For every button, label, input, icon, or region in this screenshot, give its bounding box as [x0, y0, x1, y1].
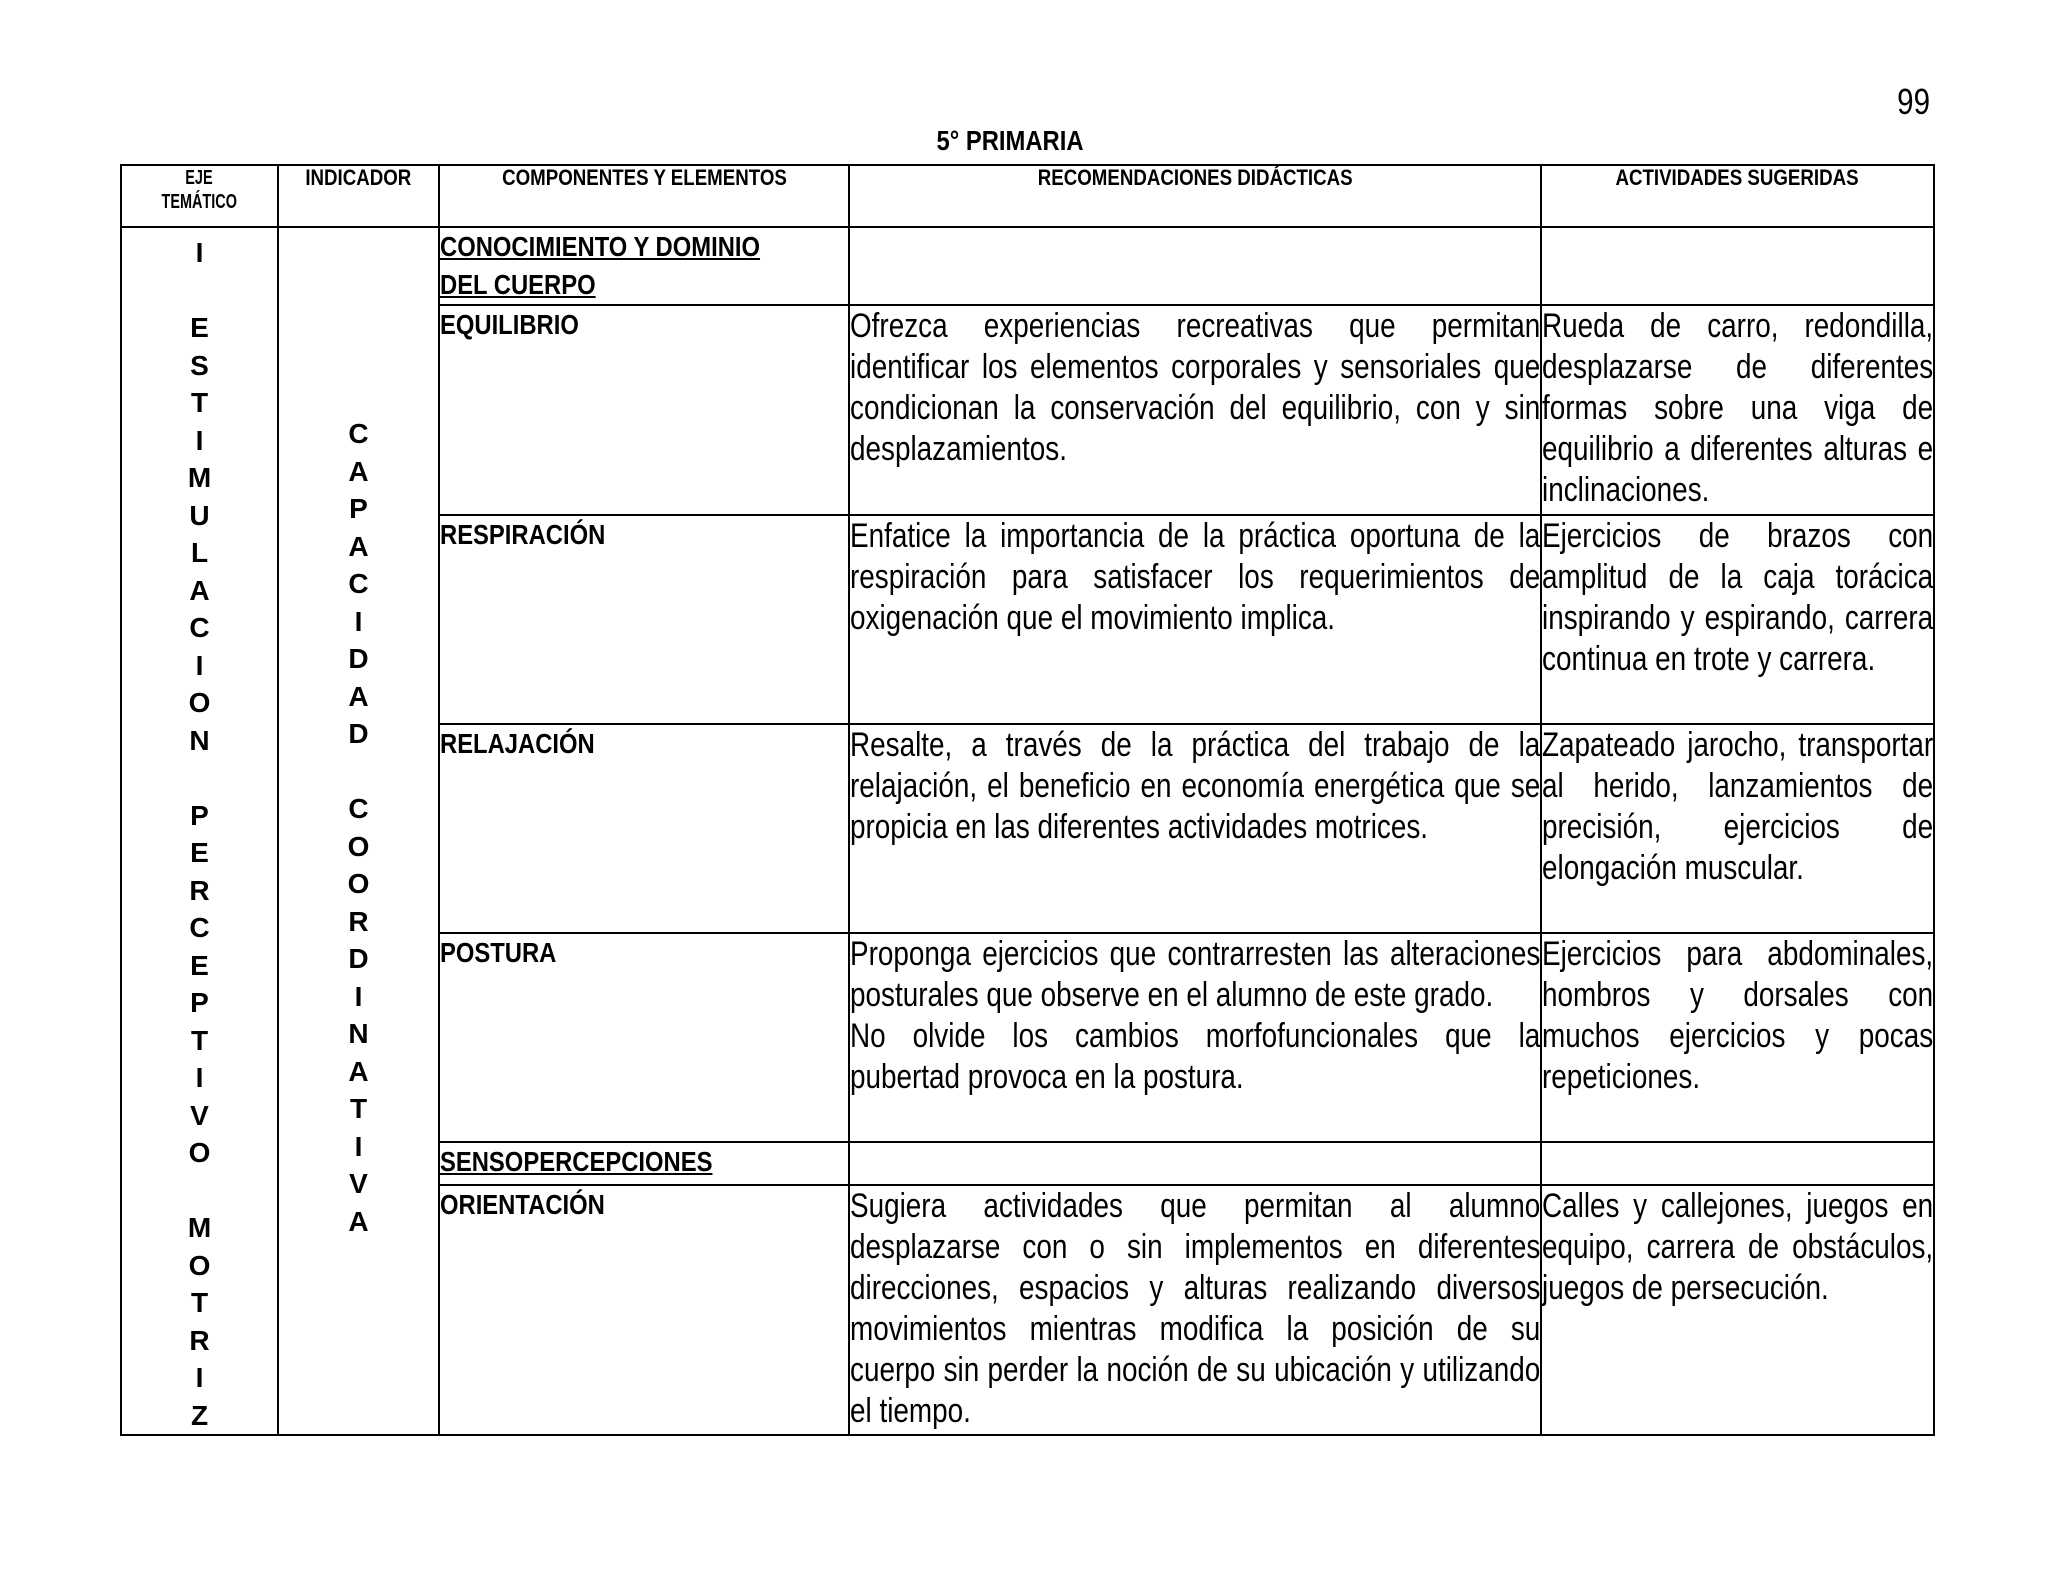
recomendacion-paragraph: Proponga ejercicios que contrarresten las alteraciones posturales que observe en el alumno de este grado.: [850, 935, 1541, 1015]
eje-tematico-letter: O: [188, 1249, 211, 1281]
indicador-letter: [344, 753, 374, 791]
componente-cell: RESPIRACIÓN: [439, 515, 849, 724]
actividades-cell: Ejercicios para abdominales, hombros y dorsales con muchos ejercicios y pocas repeticiones.: [1541, 933, 1934, 1142]
header-componentes: COMPONENTES Y ELEMENTOS: [439, 165, 849, 227]
indicador-vertical-text: [279, 228, 438, 1240]
eje-tematico-letter: M: [187, 1212, 212, 1243]
section-heading-cell: [439, 227, 849, 305]
eje-tematico-letter: S: [190, 349, 209, 381]
empty-cell: [1541, 227, 1934, 305]
eje-tematico-letter: O: [188, 1137, 211, 1168]
section-heading-conocimiento: CONOCIMIENTO Y DOMINIO DEL CUERPO: [440, 231, 761, 300]
indicador-letter: A: [348, 530, 369, 562]
header-actividades: ACTIVIDADES SUGERIDAS: [1541, 165, 1934, 227]
eje-tematico-letter: E: [190, 949, 209, 981]
indicador-letter: V: [349, 1168, 368, 1199]
indicador-letter: D: [348, 943, 369, 974]
actividades-cell: Calles y callejones, juegos en equipo, carrera de obstáculos, juegos de persecución.: [1541, 1185, 1934, 1436]
indicador-letter: A: [348, 1055, 369, 1087]
eje-tematico-letter: A: [189, 574, 210, 606]
actividades-cell: Rueda de carro, redondilla, desplazarse de diferentes formas sobre una viga de equilibrio a diferentes alturas e inclinaciones.: [1541, 305, 1934, 514]
actividades-cell: Zapateado jarocho, transportar al herido, lanzamientos de precisión, ejercicios de elongación muscular.: [1541, 724, 1934, 933]
eje-tematico-vertical-text: [122, 228, 277, 1434]
header-eje-tematico: [121, 165, 278, 227]
eje-tematico-letter: T: [190, 1024, 209, 1056]
indicador-letter: I: [354, 1130, 363, 1162]
indicador-letter: R: [348, 905, 369, 937]
eje-tematico-letter: I: [195, 424, 204, 456]
eje-tematico-cell: [121, 227, 278, 1435]
componente-cell: ORIENTACIÓN: [439, 1185, 849, 1436]
componente-cell: RELAJACIÓN: [439, 724, 849, 933]
indicador-letter: I: [354, 980, 363, 1012]
recomendacion-cell: Sugiera actividades que permitan al alumno desplazarse con o sin implementos en diferentes direcciones, espacios y alturas realizando diversos movimientos mientras modifica la posición de su cuerpo sin perder la noción de su ubicación y utilizando el tiempo.: [849, 1185, 1541, 1436]
indicador-letter: I: [354, 605, 363, 637]
indicador-cell: [278, 227, 439, 1435]
recomendacion-cell: [849, 933, 1541, 1142]
indicador-letter: O: [347, 830, 370, 862]
eje-tematico-letter: T: [190, 1287, 209, 1318]
indicador-letter: A: [348, 455, 369, 487]
recomendacion-cell: Enfatice la importancia de la práctica oportuna de la respiración para satisfacer los requerimientos de oxigenación que el movimiento implica.: [849, 515, 1541, 724]
eje-tematico-letter: O: [188, 687, 211, 718]
eje-tematico-letter: T: [190, 387, 209, 418]
section-heading-sensopercepciones: SENSOPERCEPCIONES: [440, 1146, 713, 1178]
header-eje-line1: EJE: [185, 167, 214, 189]
section-heading-cell: [439, 1142, 849, 1184]
indicador-letter: D: [348, 718, 369, 749]
curriculum-table: [120, 164, 1935, 1436]
eje-tematico-letter: I: [195, 1362, 204, 1393]
empty-cell: [1541, 1142, 1934, 1184]
eje-tematico-letter: I: [195, 237, 204, 268]
eje-tematico-letter: R: [189, 1324, 210, 1356]
indicador-letter: C: [348, 418, 369, 449]
eje-tematico-letter: V: [190, 1099, 209, 1131]
header-recomendaciones: RECOMENDACIONES DIDÁCTICAS: [849, 165, 1541, 227]
indicador-letter: A: [348, 680, 369, 712]
indicador-letter: C: [348, 568, 369, 599]
indicador-letter: D: [348, 643, 369, 674]
eje-tematico-letter: E: [190, 837, 209, 868]
eje-tematico-letter: [185, 759, 215, 797]
indicador-letter: P: [349, 493, 368, 524]
eje-tematico-letter: Z: [190, 1399, 209, 1431]
eje-tematico-letter: [185, 272, 215, 310]
recomendacion-cell: Ofrezca experiencias recreativas que permitan identificar los elementos corporales y sensoriales que condicionan la conservación del equilibrio, con y sin desplazamientos.: [849, 305, 1541, 514]
eje-tematico-letter: N: [189, 724, 210, 756]
empty-cell: [849, 227, 1541, 305]
eje-tematico-letter: R: [189, 874, 210, 906]
eje-tematico-letter: L: [190, 537, 209, 568]
header-indicador: INDICADOR: [278, 165, 439, 227]
page-number: 99: [1897, 81, 1930, 122]
actividades-cell: Ejercicios de brazos con amplitud de la caja torácica inspirando y espirando, carrera continua en trote y carrera.: [1541, 515, 1934, 724]
eje-tematico-letter: E: [190, 312, 209, 343]
eje-tematico-letter: P: [190, 799, 209, 831]
page-title: 5° PRIMARIA: [936, 125, 1084, 156]
eje-tematico-letter: U: [189, 499, 210, 531]
indicador-letter: N: [348, 1018, 369, 1049]
recomendacion-paragraph: No olvide los cambios morfofuncionales que la pubertad provoca en la postura.: [850, 1017, 1541, 1097]
eje-tematico-letter: P: [190, 987, 209, 1018]
eje-tematico-letter: [185, 1172, 215, 1210]
componente-cell: EQUILIBRIO: [439, 305, 849, 514]
indicador-letter: T: [349, 1093, 368, 1124]
empty-cell: [849, 1142, 1541, 1184]
eje-tematico-letter: M: [187, 462, 212, 493]
indicador-letter: C: [348, 793, 369, 824]
componente-cell: POSTURA: [439, 933, 849, 1142]
recomendacion-cell: Resalte, a través de la práctica del trabajo de la relajación, el beneficio en economía energética que se propicia en las diferentes actividades motrices.: [849, 724, 1541, 933]
eje-tematico-letter: I: [195, 1062, 204, 1093]
indicador-letter: A: [348, 1205, 369, 1237]
eje-tematico-letter: C: [189, 912, 210, 943]
header-eje-line2: TEMÁTICO: [161, 191, 238, 213]
eje-tematico-letter: C: [189, 612, 210, 643]
indicador-letter: O: [347, 868, 370, 899]
eje-tematico-letter: I: [195, 649, 204, 681]
